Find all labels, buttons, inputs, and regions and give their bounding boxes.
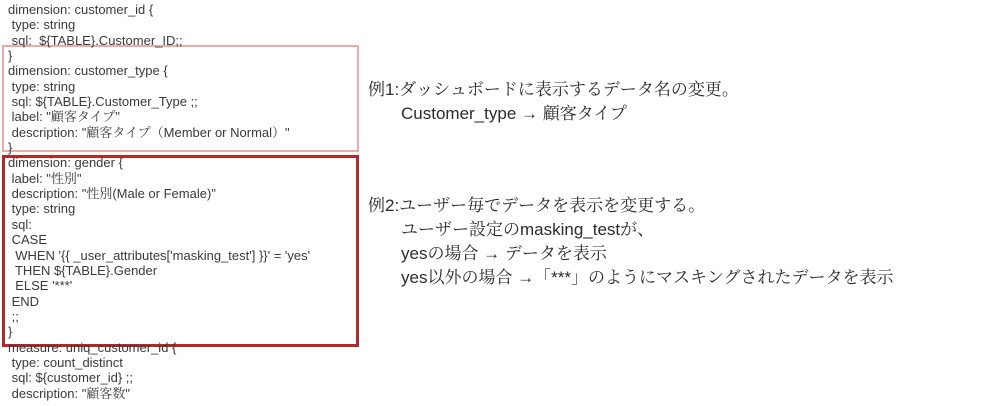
lookml-code-block — [8, 2, 310, 401]
code-line: } — [8, 140, 13, 156]
annotation-line: ユーザー設定のmasking_testが、 — [401, 220, 655, 239]
code-line: type: count_distinct — [8, 354, 123, 370]
code-line: CASE — [8, 232, 48, 248]
code-line: END — [8, 293, 40, 309]
code-line: WHEN '{{ _user_attributes['masking_test'] }}' = 'yes' — [8, 247, 311, 263]
code-line: THEN ${TABLE}.Gender — [8, 262, 158, 278]
example2-annotation — [368, 194, 894, 290]
annotation-line: yes以外の場合 →「***」のようにマスキングされたデータを表示 — [401, 268, 894, 287]
code-line: dimension: gender { — [8, 155, 123, 171]
code-line: description: "顧客数" — [8, 385, 130, 401]
code-line: sql: ${customer_id} ;; — [8, 370, 134, 386]
code-line: label: "性別" — [8, 170, 82, 186]
code-line: type: string — [8, 17, 76, 33]
code-line: ;; — [8, 308, 19, 324]
code-line: } — [8, 324, 13, 340]
code-line: measure: uniq_customer_id { — [8, 339, 177, 355]
annotation-line: 例2:ユーザー毎でデータを表示を変更する。 — [368, 196, 706, 215]
code-line: type: string — [8, 78, 76, 94]
code-line: type: string — [8, 201, 76, 217]
annotation-line: 例1:ダッシュボードに表示するデータ名の変更。 — [368, 80, 739, 99]
annotation-line: Customer_type → 顧客タイプ — [401, 104, 627, 123]
annotation-line: yesの場合 → データを表示 — [401, 244, 607, 263]
code-line: sql: ${TABLE}.Customer_Type ;; — [8, 94, 198, 110]
code-line: } — [8, 48, 13, 64]
code-line: ELSE '***' — [8, 278, 73, 294]
code-line: sql: — [8, 216, 32, 232]
code-line: sql: ${TABLE}.Customer_ID;; — [8, 32, 183, 48]
code-line: dimension: customer_id { — [8, 2, 154, 17]
example1-annotation — [368, 78, 739, 126]
code-line: description: "顧客タイプ（Member or Normal）" — [8, 124, 290, 140]
code-line: dimension: customer_type { — [8, 63, 168, 79]
code-line: description: "性別(Male or Female)" — [8, 186, 216, 202]
code-line: label: "顧客タイプ" — [8, 109, 120, 125]
